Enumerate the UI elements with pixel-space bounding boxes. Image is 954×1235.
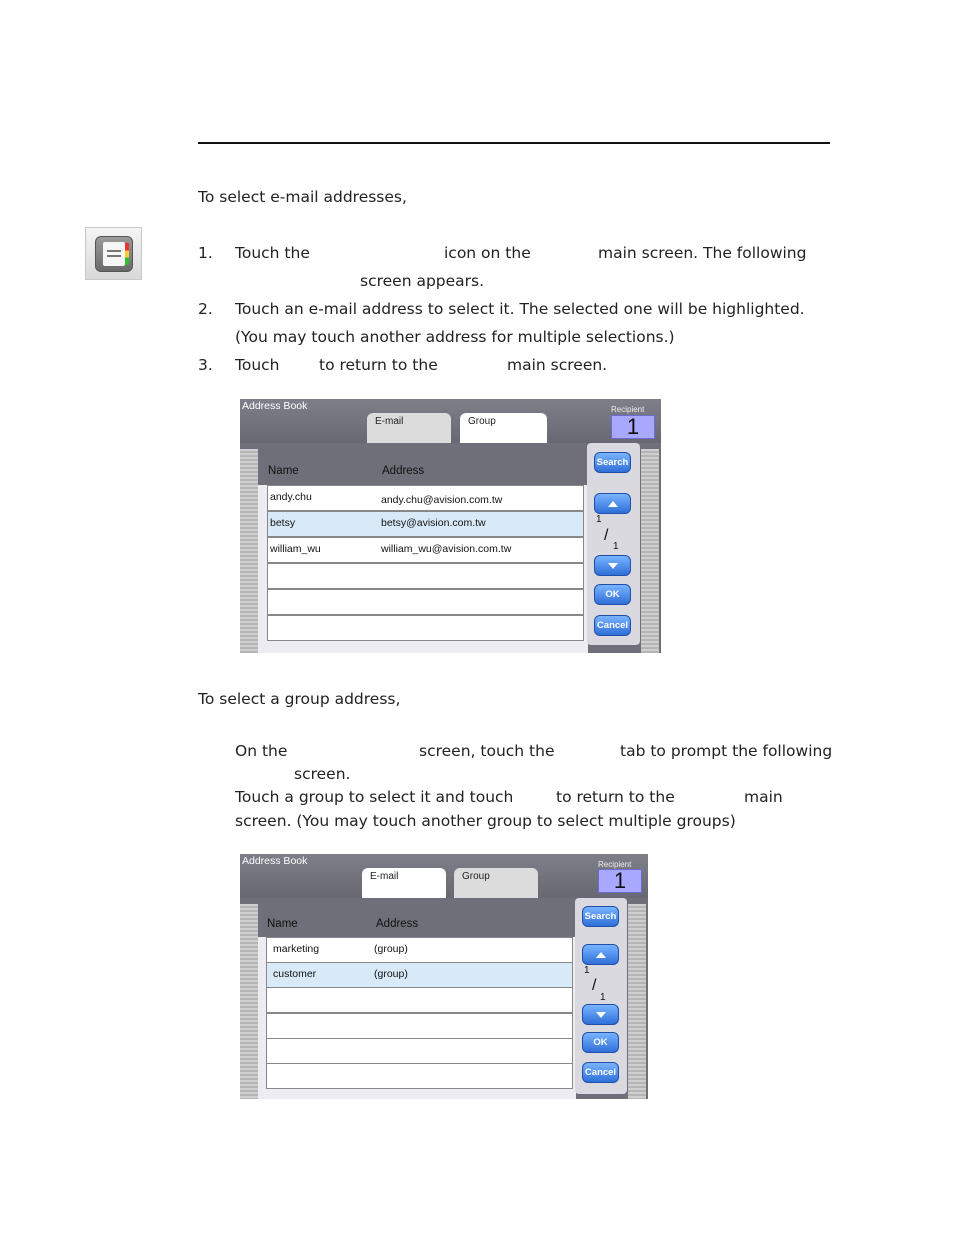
empty-row[interactable] xyxy=(266,987,573,1013)
row-name: marketing xyxy=(273,943,320,955)
arrow-down-icon xyxy=(608,563,618,569)
step-3-text-c: main screen. xyxy=(507,356,608,374)
left-scroll-strip xyxy=(240,904,258,1099)
column-name-header: Name xyxy=(268,465,299,477)
recipient-label: Recipient xyxy=(598,860,632,869)
step-1-text-c: main screen. The following xyxy=(598,244,807,262)
column-name-header: Name xyxy=(267,918,298,930)
group-text-f: to return to the xyxy=(556,788,675,806)
column-address-header: Address xyxy=(376,918,419,930)
group-text-g: main xyxy=(744,788,783,806)
page-down-button[interactable] xyxy=(582,1004,619,1025)
group-text-b: screen, touch the xyxy=(419,742,555,760)
empty-row[interactable] xyxy=(266,1013,573,1039)
ok-button[interactable]: OK xyxy=(582,1032,619,1053)
step-2-text: Touch an e-mail address to select it. The selected one will be highlighted. xyxy=(235,300,805,318)
screen-title: Address Book xyxy=(242,855,308,867)
address-book-email-screen xyxy=(240,399,661,653)
step-1-number: 1. xyxy=(198,244,213,262)
row-name: andy.chu xyxy=(270,491,312,503)
search-button[interactable]: Search xyxy=(594,452,631,473)
left-scroll-strip xyxy=(240,449,258,653)
page-total: 1 xyxy=(600,992,606,1003)
empty-row[interactable] xyxy=(267,563,584,589)
group-text-a: On the xyxy=(235,742,288,760)
cancel-button[interactable]: Cancel xyxy=(594,615,631,636)
step-3-text-b: to return to the xyxy=(319,356,438,374)
arrow-down-icon xyxy=(596,1012,606,1018)
right-scroll-strip xyxy=(628,904,646,1099)
step-1-text-d: screen appears. xyxy=(360,272,485,290)
address-row[interactable] xyxy=(267,537,584,563)
screen-title: Address Book xyxy=(242,400,308,412)
group-text-d: screen. xyxy=(294,765,351,783)
page-up-button[interactable] xyxy=(582,944,619,965)
step-2-note: (You may touch another address for multiple selections.) xyxy=(235,328,675,346)
search-button[interactable]: Search xyxy=(582,906,619,927)
step-3-text-a: Touch xyxy=(235,356,280,374)
row-address: (group) xyxy=(374,968,408,980)
group-text-c: tab to prompt the following xyxy=(620,742,833,760)
group-text-h: screen. (You may touch another group to select multiple groups) xyxy=(235,812,736,830)
step-2-number: 2. xyxy=(198,300,213,318)
address-book-group-screen xyxy=(240,854,648,1099)
arrow-up-icon xyxy=(596,952,606,958)
column-address-header: Address xyxy=(382,465,425,477)
page-current: 1 xyxy=(596,514,602,525)
empty-row[interactable] xyxy=(266,1063,573,1089)
step-3-number: 3. xyxy=(198,356,213,374)
group-row[interactable] xyxy=(266,937,573,963)
page-separator: / xyxy=(592,977,597,994)
arrow-up-icon xyxy=(608,501,618,507)
group-row-selected[interactable] xyxy=(266,962,573,988)
page-down-button[interactable] xyxy=(594,555,631,576)
empty-row[interactable] xyxy=(266,1038,573,1064)
row-name: william_wu xyxy=(270,543,321,555)
tab-group[interactable]: Group xyxy=(460,413,547,443)
row-address: betsy@avision.com.tw xyxy=(381,517,486,529)
recipient-label: Recipient xyxy=(611,405,645,414)
step-1-text-a: Touch the xyxy=(235,244,310,262)
page-total: 1 xyxy=(613,541,619,552)
row-address: andy.chu@avision.com.tw xyxy=(381,494,503,506)
intro-email: To select e-mail addresses, xyxy=(198,188,407,206)
address-row[interactable] xyxy=(267,485,584,511)
step-1-text-b: icon on the xyxy=(444,244,531,262)
ok-button[interactable]: OK xyxy=(594,584,631,605)
cancel-button[interactable]: Cancel xyxy=(582,1062,619,1083)
tab-email[interactable]: E-mail xyxy=(367,413,451,443)
tab-group[interactable]: Group xyxy=(454,868,538,898)
row-address: william_wu@avision.com.tw xyxy=(381,543,512,555)
empty-row[interactable] xyxy=(267,589,584,615)
recipient-count: 1 xyxy=(598,869,642,893)
row-address: (group) xyxy=(374,943,408,955)
page-up-button[interactable] xyxy=(594,493,631,514)
intro-group: To select a group address, xyxy=(198,690,401,708)
header-rule xyxy=(198,142,830,144)
group-text-e: Touch a group to select it and touch xyxy=(235,788,514,806)
row-name: betsy xyxy=(270,517,296,529)
tab-email[interactable]: E-mail xyxy=(362,868,446,898)
right-scroll-strip xyxy=(641,449,659,653)
row-name: customer xyxy=(273,968,317,980)
address-row-selected[interactable] xyxy=(267,511,584,537)
page-separator: / xyxy=(604,527,609,544)
page-current: 1 xyxy=(584,965,590,976)
empty-row[interactable] xyxy=(267,615,584,641)
recipient-count: 1 xyxy=(611,415,655,439)
address-book-icon xyxy=(85,227,142,280)
